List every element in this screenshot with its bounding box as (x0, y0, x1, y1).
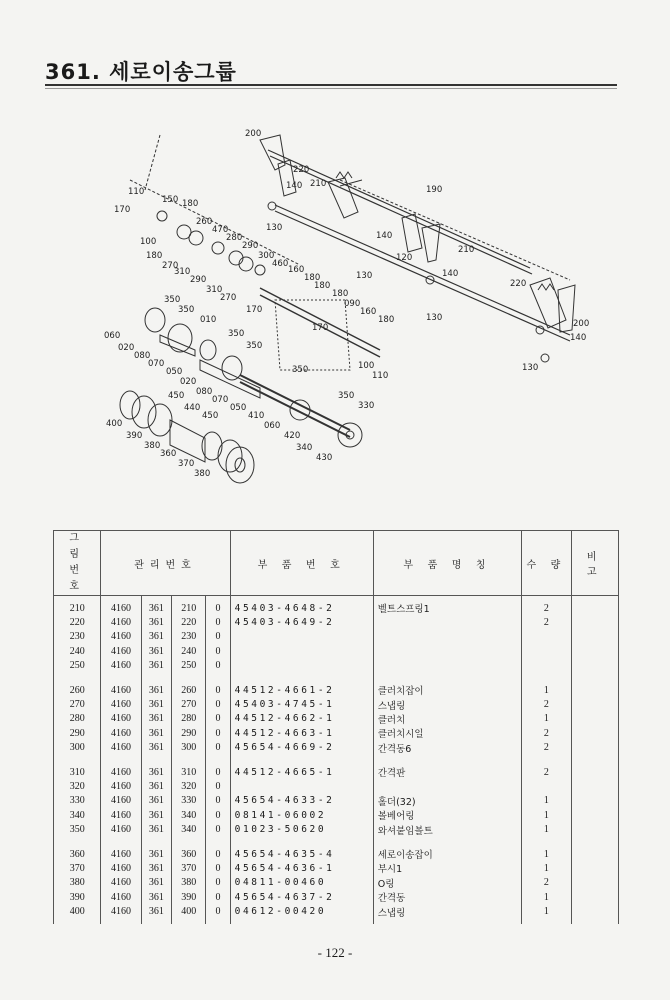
cell-b: 361 (141, 904, 172, 918)
cell-d: 0 (206, 890, 230, 904)
page-number: - 122 - (317, 945, 353, 960)
cell-a: 4160 (101, 683, 141, 697)
cell-d: 0 (206, 876, 230, 890)
svg-text:150: 150 (162, 195, 179, 205)
cell-pn (230, 644, 373, 658)
svg-text:010: 010 (200, 315, 217, 325)
cell-b: 361 (141, 876, 172, 890)
svg-text:440: 440 (184, 403, 201, 413)
table-row (54, 794, 619, 808)
cell-remark (571, 779, 618, 793)
cell-qty: 1 (522, 808, 571, 822)
svg-text:450: 450 (202, 411, 219, 421)
cell-c: 250 (172, 659, 206, 673)
cell-qty: 1 (522, 683, 571, 697)
cell-d: 0 (206, 615, 230, 629)
cell-fig: 360 (54, 847, 101, 861)
cell-b: 361 (141, 808, 172, 822)
cell-b: 361 (141, 601, 172, 615)
cell-qty: 1 (522, 794, 571, 808)
cell-remark (571, 697, 618, 711)
cell-fig: 240 (54, 644, 101, 658)
cell-b: 361 (141, 741, 172, 755)
cell-pn (230, 659, 373, 673)
svg-text:180: 180 (182, 199, 199, 209)
cell-remark (571, 712, 618, 726)
cell-name (373, 659, 522, 673)
cell-d: 0 (206, 697, 230, 711)
cell-name: 스냅링 (373, 904, 522, 918)
cell-c: 300 (172, 741, 206, 755)
svg-text:290: 290 (242, 241, 259, 251)
cell-d: 0 (206, 659, 230, 673)
svg-text:180: 180 (378, 315, 395, 325)
table-row (54, 712, 619, 726)
cell-pn: 44512-4662-1 (230, 712, 373, 726)
parts-table (53, 530, 619, 924)
cell-a: 4160 (101, 794, 141, 808)
parts-table-body (54, 596, 619, 924)
svg-text:460: 460 (272, 259, 289, 269)
cell-name: 클러치시일 (373, 726, 522, 740)
cell-a: 4160 (101, 822, 141, 836)
table-row (54, 822, 619, 836)
cell-c: 290 (172, 726, 206, 740)
cell-fig: 370 (54, 861, 101, 875)
svg-text:390: 390 (126, 431, 143, 441)
cell-a: 4160 (101, 644, 141, 658)
svg-text:130: 130 (266, 223, 283, 233)
header-qty: 수 량 (522, 531, 571, 596)
cell-qty (522, 659, 571, 673)
cell-remark (571, 726, 618, 740)
cell-d: 0 (206, 794, 230, 808)
cell-c: 230 (172, 630, 206, 644)
svg-text:270: 270 (162, 261, 179, 271)
cell-name: 볼베어링 (373, 808, 522, 822)
cell-fig: 350 (54, 822, 101, 836)
cell-name: 간격동6 (373, 741, 522, 755)
svg-text:140: 140 (286, 181, 303, 191)
table-row (54, 876, 619, 890)
cell-pn (230, 630, 373, 644)
svg-text:110: 110 (128, 187, 145, 197)
title-rule (45, 84, 617, 86)
svg-text:340: 340 (296, 443, 313, 453)
cell-fig: 300 (54, 741, 101, 755)
cell-name: 벨트스프링1 (373, 601, 522, 615)
page-title: 361. 세로이송그룹 (45, 60, 237, 84)
exploded-parts-diagram (100, 120, 620, 490)
cell-c: 330 (172, 794, 206, 808)
cell-name (373, 615, 522, 629)
table-row (54, 904, 619, 918)
cell-pn: 45403-4649-2 (230, 615, 373, 629)
cell-fig: 280 (54, 712, 101, 726)
cell-d: 0 (206, 712, 230, 726)
cell-pn: 45654-4635-4 (230, 847, 373, 861)
cell-qty (522, 630, 571, 644)
cell-c: 240 (172, 644, 206, 658)
svg-text:180: 180 (146, 251, 163, 261)
svg-text:070: 070 (212, 395, 229, 405)
cell-name: 부시1 (373, 861, 522, 875)
svg-text:280: 280 (226, 233, 243, 243)
svg-text:420: 420 (284, 431, 301, 441)
svg-text:350: 350 (178, 305, 195, 315)
cell-c: 390 (172, 890, 206, 904)
svg-text:050: 050 (230, 403, 247, 413)
table-row (54, 697, 619, 711)
svg-text:330: 330 (358, 401, 375, 411)
cell-b: 361 (141, 861, 172, 875)
table-row (54, 644, 619, 658)
svg-text:080: 080 (196, 387, 213, 397)
table-row (54, 659, 619, 673)
svg-text:350: 350 (292, 365, 309, 375)
cell-remark (571, 822, 618, 836)
svg-text:400: 400 (106, 419, 123, 429)
cell-c: 220 (172, 615, 206, 629)
cell-name: 간격판 (373, 765, 522, 779)
cell-a: 4160 (101, 890, 141, 904)
cell-a: 4160 (101, 861, 141, 875)
cell-a: 4160 (101, 726, 141, 740)
cell-remark (571, 615, 618, 629)
cell-qty: 2 (522, 697, 571, 711)
svg-text:090: 090 (344, 299, 361, 309)
svg-text:360: 360 (160, 449, 177, 459)
cell-name: 스냅링 (373, 697, 522, 711)
cell-qty: 1 (522, 904, 571, 918)
svg-text:210: 210 (310, 179, 327, 189)
svg-text:470: 470 (212, 225, 229, 235)
cell-b: 361 (141, 644, 172, 658)
cell-a: 4160 (101, 847, 141, 861)
svg-text:170: 170 (114, 205, 131, 215)
cell-a: 4160 (101, 904, 141, 918)
cell-a: 4160 (101, 765, 141, 779)
cell-qty: 1 (522, 861, 571, 875)
svg-text:380: 380 (144, 441, 161, 451)
cell-a: 4160 (101, 630, 141, 644)
cell-qty: 1 (522, 712, 571, 726)
cell-pn: 04612-00420 (230, 904, 373, 918)
cell-remark (571, 741, 618, 755)
svg-text:190: 190 (426, 185, 443, 195)
cell-qty: 2 (522, 765, 571, 779)
cell-c: 270 (172, 697, 206, 711)
cell-remark (571, 683, 618, 697)
cell-pn: 44512-4661-2 (230, 683, 373, 697)
cell-d: 0 (206, 847, 230, 861)
cell-qty (522, 779, 571, 793)
svg-text:130: 130 (356, 271, 373, 281)
cell-a: 4160 (101, 601, 141, 615)
table-row (54, 765, 619, 779)
svg-text:170: 170 (246, 305, 263, 315)
svg-text:120: 120 (396, 253, 413, 263)
cell-remark (571, 904, 618, 918)
svg-text:270: 270 (220, 293, 237, 303)
group-spacer (54, 919, 619, 924)
cell-fig: 390 (54, 890, 101, 904)
svg-text:350: 350 (338, 391, 355, 401)
cell-d: 0 (206, 630, 230, 644)
cell-fig: 320 (54, 779, 101, 793)
cell-b: 361 (141, 659, 172, 673)
cell-name: 간격동 (373, 890, 522, 904)
cell-qty: 1 (522, 890, 571, 904)
svg-text:260: 260 (196, 217, 213, 227)
cell-a: 4160 (101, 779, 141, 793)
cell-a: 4160 (101, 659, 141, 673)
cell-fig: 380 (54, 876, 101, 890)
svg-text:070: 070 (148, 359, 165, 369)
svg-text:100: 100 (140, 237, 157, 247)
cell-name: 홀더(32) (373, 794, 522, 808)
table-row (54, 847, 619, 861)
svg-text:350: 350 (228, 329, 245, 339)
cell-name: 클러치잡이 (373, 683, 522, 697)
cell-d: 0 (206, 822, 230, 836)
svg-text:300: 300 (258, 251, 275, 261)
svg-text:410: 410 (248, 411, 265, 421)
cell-name: 클러치 (373, 712, 522, 726)
table-row (54, 890, 619, 904)
cell-pn: 45654-4636-1 (230, 861, 373, 875)
cell-c: 260 (172, 683, 206, 697)
cell-pn: 08141-06002 (230, 808, 373, 822)
cell-remark (571, 644, 618, 658)
svg-text:310: 310 (174, 267, 191, 277)
svg-text:430: 430 (316, 453, 333, 463)
cell-c: 370 (172, 861, 206, 875)
cell-fig: 250 (54, 659, 101, 673)
table-row (54, 808, 619, 822)
cell-d: 0 (206, 808, 230, 822)
svg-text:140: 140 (376, 231, 393, 241)
cell-remark (571, 630, 618, 644)
table-row (54, 601, 619, 615)
cell-a: 4160 (101, 615, 141, 629)
svg-text:220: 220 (293, 165, 310, 175)
cell-pn: 45403-4745-1 (230, 697, 373, 711)
cell-b: 361 (141, 890, 172, 904)
cell-remark (571, 808, 618, 822)
cell-b: 361 (141, 847, 172, 861)
cell-qty: 2 (522, 726, 571, 740)
cell-c: 400 (172, 904, 206, 918)
svg-text:100: 100 (358, 361, 375, 371)
cell-d: 0 (206, 765, 230, 779)
svg-text:160: 160 (288, 265, 305, 275)
cell-a: 4160 (101, 876, 141, 890)
cell-b: 361 (141, 765, 172, 779)
svg-text:200: 200 (245, 129, 262, 139)
cell-qty: 2 (522, 741, 571, 755)
table-row (54, 741, 619, 755)
svg-text:350: 350 (164, 295, 181, 305)
cell-pn: 44512-4665-1 (230, 765, 373, 779)
table-row (54, 683, 619, 697)
cell-d: 0 (206, 726, 230, 740)
cell-c: 380 (172, 876, 206, 890)
cell-fig: 310 (54, 765, 101, 779)
cell-b: 361 (141, 726, 172, 740)
cell-d: 0 (206, 741, 230, 755)
svg-text:450: 450 (168, 391, 185, 401)
svg-text:130: 130 (426, 313, 443, 323)
cell-remark (571, 794, 618, 808)
cell-a: 4160 (101, 808, 141, 822)
cell-remark (571, 890, 618, 904)
svg-text:160: 160 (360, 307, 377, 317)
svg-text:140: 140 (570, 333, 587, 343)
header-remark: 비 고 (571, 531, 618, 596)
cell-fig: 260 (54, 683, 101, 697)
cell-remark (571, 601, 618, 615)
cell-c: 280 (172, 712, 206, 726)
cell-b: 361 (141, 779, 172, 793)
cell-b: 361 (141, 712, 172, 726)
cell-fig: 340 (54, 808, 101, 822)
svg-text:060: 060 (104, 331, 121, 341)
cell-d: 0 (206, 861, 230, 875)
cell-c: 310 (172, 765, 206, 779)
cell-fig: 290 (54, 726, 101, 740)
svg-text:370: 370 (178, 459, 195, 469)
cell-pn: 45654-4637-2 (230, 890, 373, 904)
cell-qty (522, 644, 571, 658)
header-fig-no: 그 림 번 호 (54, 531, 101, 596)
svg-text:180: 180 (332, 289, 349, 299)
cell-remark (571, 847, 618, 861)
cell-qty: 2 (522, 601, 571, 615)
svg-text:020: 020 (180, 377, 197, 387)
cell-pn: 04811-00460 (230, 876, 373, 890)
cell-name: 와셔붙임볼트 (373, 822, 522, 836)
cell-a: 4160 (101, 697, 141, 711)
svg-text:130: 130 (522, 363, 539, 373)
cell-qty: 1 (522, 822, 571, 836)
cell-c: 320 (172, 779, 206, 793)
cell-fig: 330 (54, 794, 101, 808)
cell-name (373, 644, 522, 658)
cell-fig: 210 (54, 601, 101, 615)
cell-c: 360 (172, 847, 206, 861)
cell-pn: 01023-50620 (230, 822, 373, 836)
svg-text:310: 310 (206, 285, 223, 295)
cell-b: 361 (141, 615, 172, 629)
cell-fig: 270 (54, 697, 101, 711)
cell-pn: 45654-4669-2 (230, 741, 373, 755)
cell-d: 0 (206, 683, 230, 697)
cell-b: 361 (141, 822, 172, 836)
cell-name: O링 (373, 876, 522, 890)
cell-c: 340 (172, 808, 206, 822)
svg-text:170: 170 (312, 323, 329, 333)
cell-pn: 45654-4633-2 (230, 794, 373, 808)
cell-qty: 2 (522, 876, 571, 890)
svg-text:060: 060 (264, 421, 281, 431)
title-rule-thin (45, 88, 617, 89)
svg-text:290: 290 (190, 275, 207, 285)
cell-remark (571, 861, 618, 875)
svg-text:140: 140 (442, 269, 459, 279)
cell-name: 세로이송잡이 (373, 847, 522, 861)
cell-a: 4160 (101, 741, 141, 755)
cell-d: 0 (206, 644, 230, 658)
table-row (54, 630, 619, 644)
cell-remark (571, 765, 618, 779)
svg-text:110: 110 (372, 371, 389, 381)
cell-name (373, 779, 522, 793)
cell-b: 361 (141, 683, 172, 697)
cell-pn (230, 779, 373, 793)
cell-d: 0 (206, 904, 230, 918)
cell-d: 0 (206, 601, 230, 615)
table-row (54, 726, 619, 740)
svg-text:210: 210 (458, 245, 475, 255)
svg-text:180: 180 (314, 281, 331, 291)
cell-pn: 44512-4663-1 (230, 726, 373, 740)
header-mgmt-no: 관리번호 (101, 531, 230, 596)
svg-text:350: 350 (246, 341, 263, 351)
cell-b: 361 (141, 697, 172, 711)
svg-text:180: 180 (304, 273, 321, 283)
svg-text:200: 200 (573, 319, 590, 329)
svg-text:020: 020 (118, 343, 135, 353)
cell-pn: 45403-4648-2 (230, 601, 373, 615)
table-row (54, 615, 619, 629)
cell-b: 361 (141, 630, 172, 644)
table-row (54, 779, 619, 793)
cell-c: 210 (172, 601, 206, 615)
svg-text:080: 080 (134, 351, 151, 361)
svg-text:380: 380 (194, 469, 211, 479)
svg-text:220: 220 (510, 279, 527, 289)
header-part-name: 부 품 명 칭 (373, 531, 522, 596)
cell-c: 340 (172, 822, 206, 836)
cell-remark (571, 659, 618, 673)
cell-qty: 1 (522, 847, 571, 861)
cell-fig: 220 (54, 615, 101, 629)
cell-fig: 400 (54, 904, 101, 918)
table-row (54, 861, 619, 875)
cell-fig: 230 (54, 630, 101, 644)
cell-qty: 2 (522, 615, 571, 629)
cell-d: 0 (206, 779, 230, 793)
header-part-no: 부 품 번 호 (230, 531, 373, 596)
cell-name (373, 630, 522, 644)
cell-a: 4160 (101, 712, 141, 726)
cell-b: 361 (141, 794, 172, 808)
cell-remark (571, 876, 618, 890)
svg-text:050: 050 (166, 367, 183, 377)
